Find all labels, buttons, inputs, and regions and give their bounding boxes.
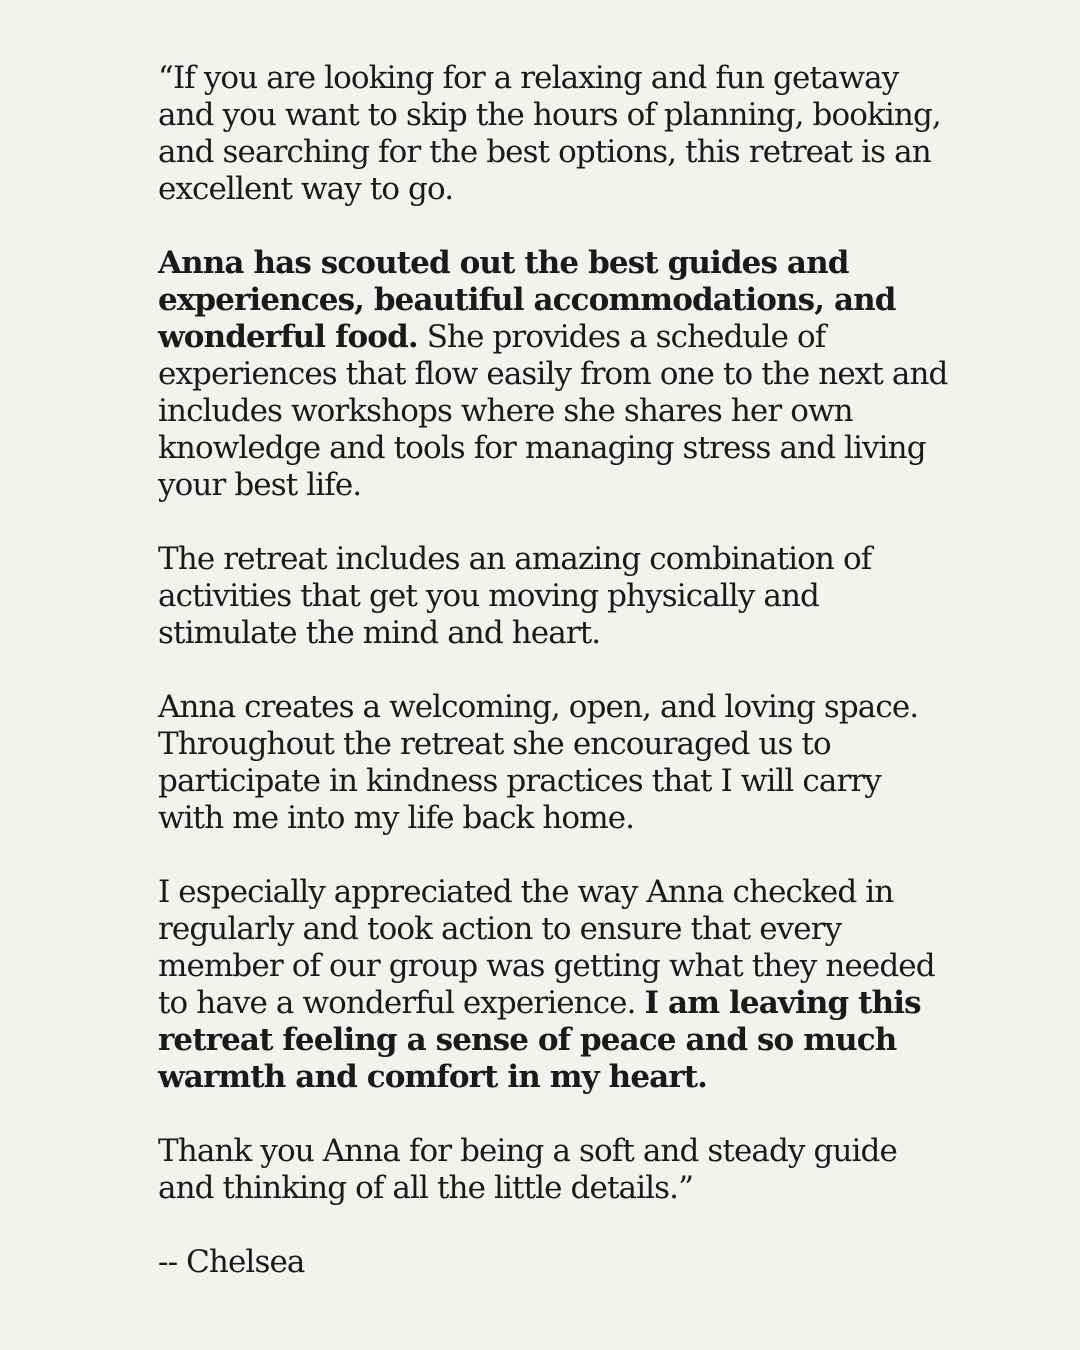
paragraph-guides-body: She provides a schedule of experiences that flow easily from one to the next and includes workshops where she shares her own knowledge and tools for managing stress and living your best life. xyxy=(158,319,948,503)
signature: -- Chelsea xyxy=(158,1244,305,1280)
highlight-peace: I am leaving this retreat feeling a sense of peace and so much warmth and comfort in my heart. xyxy=(158,985,921,1095)
testimonial-text xyxy=(158,60,948,1281)
paragraph-activities: The retreat includes an amazing combination of activities that get you moving physically and stimulate the mind and heart. xyxy=(158,541,872,651)
highlight-guides: Anna has scouted out the best guides and experiences, beautiful accommodations, and wonderful food. xyxy=(158,245,896,355)
paragraph-guides xyxy=(158,245,948,504)
paragraph-space: Anna creates a welcoming, open, and loving space. Throughout the retreat she encouraged us to participate in kindness practices that I will carry with me into my life back home. xyxy=(158,689,919,836)
paragraph-appreciation xyxy=(158,874,948,1096)
paragraph-intro: “If you are looking for a relaxing and fun getaway and you want to skip the hours of planning, booking, and searching for the best options, this retreat is an excellent way to go. xyxy=(158,60,941,207)
paragraph-appreciation-body: I especially appreciated the way Anna checked in regularly and took action to ensure that every member of our group was getting what they needed to have a wonderful experience. xyxy=(158,874,935,1021)
paragraph-thanks: Thank you Anna for being a soft and steady guide and thinking of all the little details.” xyxy=(158,1133,897,1206)
